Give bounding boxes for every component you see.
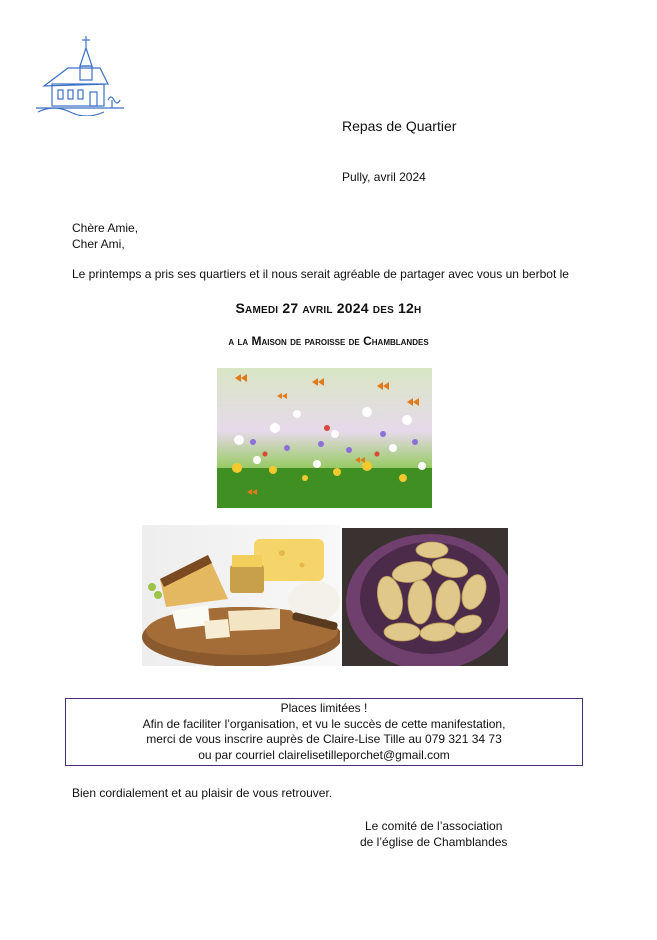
intro-text: Le printemps a pris ses quartiers et il nous serait agréable de partager avec vous un berbot le [72,267,569,281]
cheese-platter-photo [142,525,340,666]
signature [360,818,507,850]
place-date: Pully, avril 2024 [342,170,426,184]
event-date: Samedi 27 avril 2024 des 12h [235,300,422,316]
flower-meadow-photo [217,368,432,508]
event-place: a la Maison de paroisse de Chamblandes [228,334,429,348]
notice-heading: Places limitées ! [280,701,368,715]
church-logo-icon [34,34,126,116]
potatoes-bowl-photo [342,528,508,666]
page-title: Repas de Quartier [342,118,457,134]
greeting-line-2: Cher Ami, [72,237,125,251]
notice-contact-phone: merci de vous inscrire auprès de Claire-Lise Tille au 079 321 34 73 [146,732,502,746]
registration-notice [65,698,583,766]
greeting-line-1: Chère Amie, [72,221,139,235]
notice-line: Afin de faciliter l’organisation, et vu le succès de cette manifestation, [142,716,506,731]
greeting [72,220,138,252]
closing-text: Bien cordialement et au plaisir de vous retrouver. [72,786,333,800]
signature-line-1: Le comité de l’association [365,819,503,833]
signature-line-2: de l’église de Chamblandes [360,835,508,849]
notice-contact-email: ou par courriel clairelisetilleporchet@gmail.com [198,747,450,762]
